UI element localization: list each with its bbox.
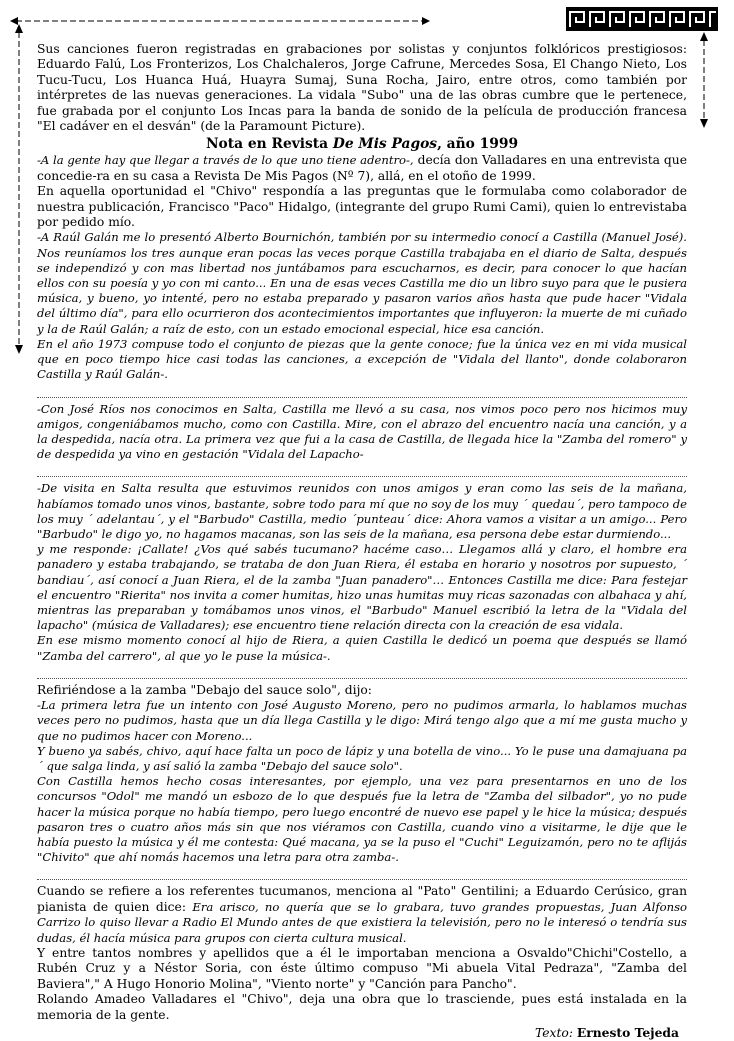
paragraph-text: Cuando se refiere a los referentes tucumanos, menciona al "Pato" Gentilini; a Eduardo Cerúsico, gran pianista de quien dice:: [37, 884, 687, 914]
credit-author: Ernesto Tejeda: [576, 1025, 679, 1041]
intro-paragraph: Sus canciones fueron registradas en grabaciones por solistas y conjuntos folklóricos prestigiosos: Eduardo Falú, Los Fronterizos, Los Chalchaleros, Jorge Cafrune, Mercedes Sosa, El Chango Nieto, Los Tucu-Tucu, Los Huanca Huá, Huayra Sumaj, Suna Rocha, Jairo, entre otros, como también por intérpretes de las nuevas generaciones. La vidala "Subo" una de las obras cumbre que le pertenece, fue grabada por el conjunto Los Incas para la banda de sonido de la película de producción francesa "El cadáver en el desván" (de la Paramount Picture).: [37, 42, 687, 134]
quote: Era arisco, no quería que se lo grabara, tuvo grandes propuestas, Juan Alfonso Carrizo lo quiso llevar a Radio El Mundo antes de que existiera la televisión, pero no le interesó o tendría sus dudas, él hacía música para grupos con cierta cultura musical.: [37, 899, 687, 945]
article-body: [37, 42, 687, 1041]
paragraph: Y entre tantos nombres y apellidos que a él le importaban menciona a Osvaldo"Chichi"Costello, a Rubén Cruz y a Néstor Soria, con éste último compuso "Mi abuela Vital Pedraza", "Zamba del Baviera"," A Hugo Honorio Molina", "Viento norte" y "Canción para Pancho".: [37, 946, 687, 991]
quote-paragraph: En el año 1973 compuse todo el conjunto de piezas que la gente conoce; fue la única vez en mi vida musical que en poco tiempo hice casi todas las canciones, a excepción de "Vidala del llanto", donde colaboraron Castilla y Raúl Galán-.: [37, 336, 687, 382]
credit-label: Texto:: [535, 1026, 573, 1041]
double-arrow-horizontal-icon: [10, 11, 430, 31]
quote: -A la gente hay que llegar a través de lo que uno tiene adentro-,: [37, 153, 414, 168]
quote-paragraph: En ese mismo momento conocí al hijo de Riera, a quien Castilla le dedicó un poema que después se llamó "Zamba del carrero", al que yo le puse la música-.: [37, 633, 687, 663]
dotted-divider: [37, 386, 687, 398]
heading-suffix: , año 1999: [437, 136, 519, 153]
dotted-divider: [37, 868, 687, 880]
heading-prefix: Nota en Revista: [205, 136, 333, 153]
dotted-divider: [37, 667, 687, 679]
double-arrow-vertical-icon: [11, 24, 27, 354]
magazine-name: De Mis Pagos: [332, 136, 438, 153]
greek-key-ornament-icon: [566, 7, 718, 31]
paragraph-text: decía don Valladares en una entrevista que concedie-ra en su casa a Revista De Mis Pagos (Nº 7), allá, en el otoño de 1999.: [37, 153, 687, 183]
quote-paragraph: -A Raúl Galán me lo presentó Alberto Bournichón, también por su intermedio conocí a Castilla (Manuel José). Nos reuníamos los tres aunque eran pocas las veces porque Castilla trabajaba en el diario de Salta, después se independizó y con mas libertad nos juntábamos para escucharnos, es decir, para conocer lo que hacían ellos con su poesía y yo con mi canto... En una de esas veces Castilla me dio un libro suyo para que le pusiera música, y bueno, yo intenté, pero no estaba preparado y pasaron varios años hasta que pude hacer "Vidala del último día", para ello ocurrieron dos acontecimientos importantes que influyeron: la muerte de mi cuñado y la de Raúl Galán; a raíz de esto, con un estado emocional especial, hice esa canción.: [37, 230, 687, 336]
paragraph: En aquella oportunidad el "Chivo" respondía a las preguntas que le formulaba como colaborador de nuestra publicación, Francisco "Paco" Hidalgo, (integrante del grupo Rumi Cami), quien lo entrevistaba por pedido mío.: [37, 184, 687, 230]
paragraph: Rolando Amadeo Valladares el "Chivo", deja una obra que lo trasciende, pues está instalada en la memoria de la gente.: [37, 992, 687, 1022]
quote-paragraph: Con Castilla hemos hecho cosas interesantes, por ejemplo, una vez para presentarnos en uno de los concursos "Odol" me mandó un esbozo de lo que después fue la letra de "Zamba del silbador", yo no pude hacer la música porque no había tiempo, pero luego encontré de nuevo ese papel y le hice la música; después pasaron tres o cuatro años más sin que nos viéramos con Castilla, cuando vino a visitarme, le dije que le había puesto la música y él me contesta: Qué macana, ya se la puso el "Cuchi" Leguizamón, pero no te aflijás "Chivito" que ahí nomás hacemos una letra para otra zamba-.: [37, 774, 687, 865]
paragraph: [37, 153, 687, 184]
dotted-divider: [37, 465, 687, 477]
quote-paragraph: y me responde: ¡Callate! ¿Vos qué sabés tucumano? hacéme caso… Llegamos allá y claro, el hombre era panadero y estaba trabajando, se trataba de don Juan Riera, él estaba en horario y nosotros por supuesto, ´ bandiau´, así conocí a Juan Riera, el de la zamba "Juan panadero"… Entonces Castilla me dice: Para festejar el encuentro "Rierita" nos invita a comer humitas, hizo unas humitas muy ricas sazonadas con albahaca y ahí, mientras las preparaban y tomábamos unos vinos, el "Barbudo" Manuel escribió la letra de la "Vidala del lapacho" (música de Valladares); ese encuentro tiene relación directa con la creación de esa vidala.: [37, 542, 687, 633]
section-heading: [37, 136, 687, 153]
quote-paragraph: -La primera letra fue un intento con José Augusto Moreno, pero no pudimos armarla, lo hablamos muchas veces pero no pudimos, hasta que un día llega Castilla y le digo: Mirá tengo algo que a mí me gusta mucho y que no pudimos hacer con Moreno...: [37, 698, 687, 743]
quote-paragraph: Y bueno ya sabés, chivo, aquí hace falta un poco de lápiz y una botella de vino... Yo le puse una damajuana pa´ que salga linda, y así salió la zamba "Debajo del sauce solo".: [37, 743, 687, 773]
quote-paragraph: -De visita en Salta resulta que estuvimos reunidos con unos amigos y eran como las seis de la mañana, habíamos tomado unos vinos, bastante, sobre todo para mí que no soy de los muy ´ quedau´, pero tampoco de los muy ´ adelantau´, y el "Barbudo" Castilla, medio ´punteau´ dice: Ahora vamos a visitar a un amigo... Pero "Barbudo" le digo yo, no hagamos macanas, son las seis de la mañana, esa persona debe estar durmiendo...: [37, 481, 687, 541]
author-credit: [37, 1025, 687, 1041]
double-arrow-vertical-right-icon: [696, 32, 712, 128]
paragraph: [37, 884, 687, 946]
quote-paragraph: -Con José Ríos nos conocimos en Salta, Castilla me llevó a su casa, nos vimos poco pero nos hicimos muy amigos, congeniábamos mucho, como con Castilla. Mire, con el abrazo del encuentro nacía una canción, y a la despedida, nacía otra. La primera vez que fui a la casa de Castilla, de llegada hice la "Zamba del romero" y de despedida ya vino en gestación "Vidala del Lapacho-: [37, 401, 687, 462]
paragraph: Refiriéndose a la zamba "Debajo del sauce solo", dijo:: [37, 682, 372, 697]
